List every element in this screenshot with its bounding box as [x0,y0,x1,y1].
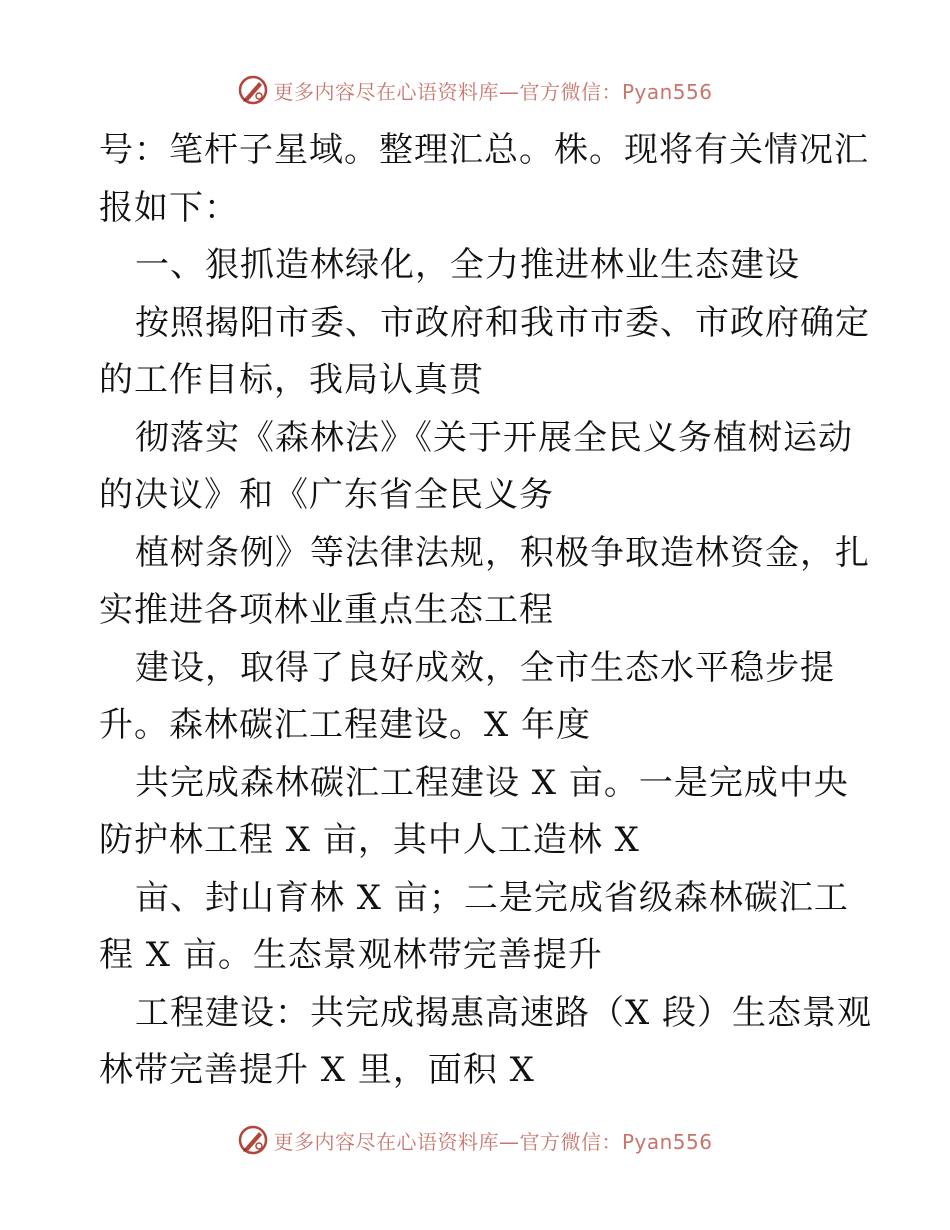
text-line: 彻落实《森林法》《关于开展全民义务植树运动 [135,417,853,458]
text-line: 防护林工程 X 亩，其中人工造林 X [99,820,640,860]
footer-banner [0,1120,950,1160]
text-line: 林带完善提升 X 里，面积 X [99,1050,535,1090]
text-line: 升。森林碳汇工程建设。X 年度 [99,705,592,745]
text-line: 按照揭阳市委、市政府和我市市委、市政府确定 [135,302,870,343]
text-line: 实推进各项林业重点生态工程 [99,590,554,630]
text-line: 的工作目标，我局认真贯 [99,360,484,400]
pen-logo-icon [237,1124,269,1156]
pen-logo-icon [237,74,269,106]
text-line: 工程建设：共完成揭惠高速路（X 段）生态景观 [135,992,873,1033]
text-line: 程 X 亩。生态景观林带完善提升 [99,935,603,975]
footer-banner-text: 更多内容尽在心语资料库—官方微信：Pyan556 [273,1129,713,1154]
text-line: 亩、封山育林 X 亩；二是完成省级森林碳汇工 [135,877,849,918]
header-banner-text: 更多内容尽在心语资料库—官方微信：Pyan556 [273,79,713,104]
text-line: 植树条例》等法律法规，积极争取造林资金，扎 [135,532,870,573]
text-line: 报如下： [99,187,239,228]
text-line: 号：笔杆子星域。整理汇总。株。现将有关情况汇 [99,130,869,170]
section-heading: 一、狠抓造林绿化，全力推进林业生态建设 [135,245,800,285]
header-banner [0,70,950,110]
text-line: 的决议》和《广东省全民义务 [99,475,554,515]
text-line: 共完成森林碳汇工程建设 X 亩。一是完成中央 [135,762,849,803]
document-body [99,122,873,1100]
text-line: 建设，取得了良好成效，全市生态水平稳步提 [135,647,835,688]
